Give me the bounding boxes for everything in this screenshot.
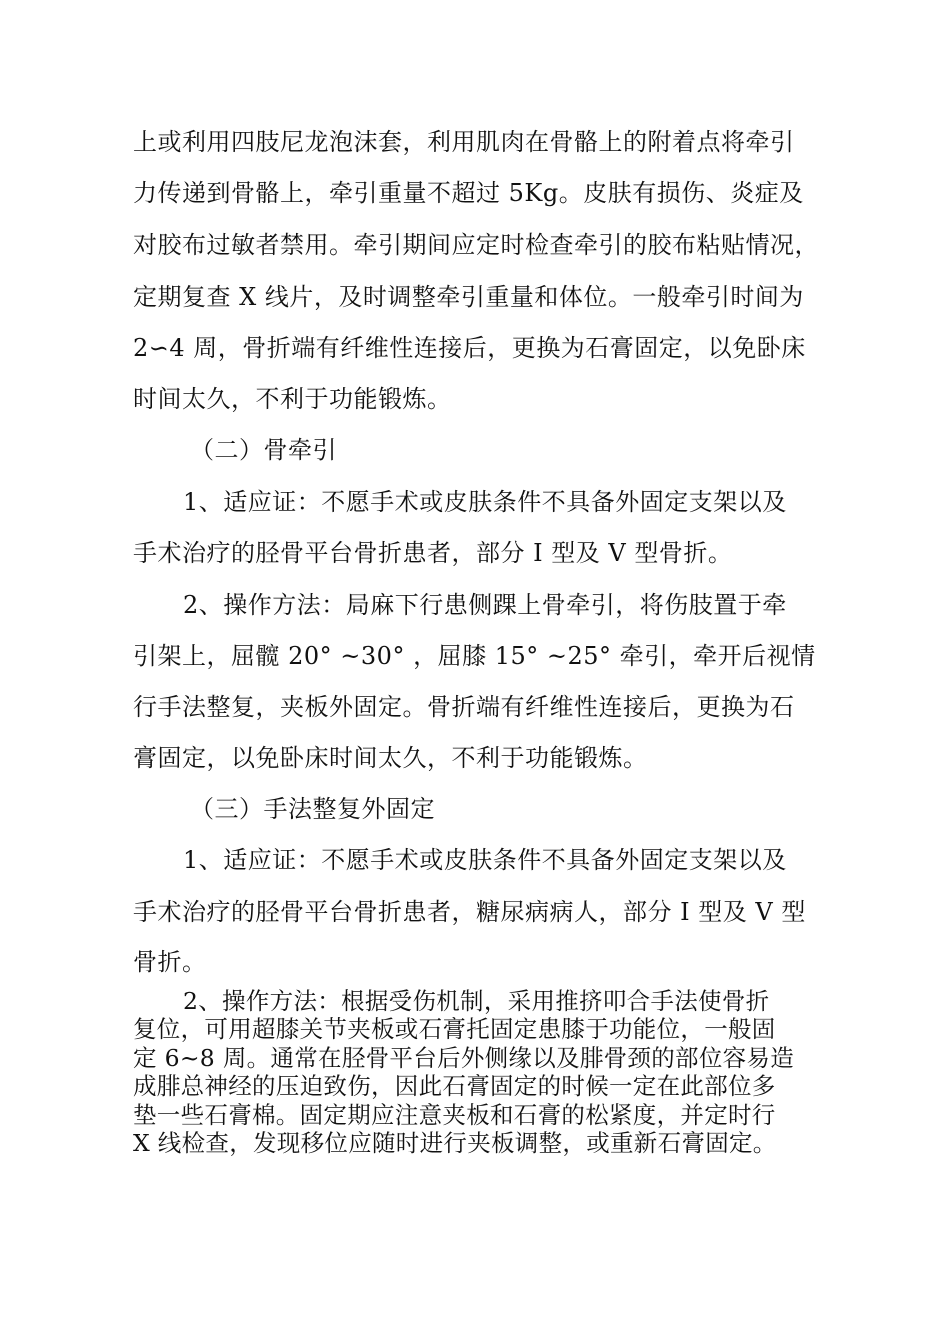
paragraph-line: 引架上，屈髋 20° ~30° ，屈膝 15° ~25° 牵引，牵开后视情	[133, 642, 816, 670]
paragraph-line: 2、操作方法：根据受伤机制，采用推挤叩合手法使骨折	[183, 987, 770, 1015]
paragraph-line: X 线检查，发现移位应随时进行夹板调整，或重新石膏固定。	[133, 1129, 777, 1157]
paragraph-line: 定期复查 X 线片，及时调整牵引重量和体位。一般牵引时间为	[133, 283, 804, 311]
paragraph-line: 骨折。	[133, 948, 207, 976]
paragraph-line: 行手法整复，夹板外固定。骨折端有纤维性连接后，更换为石	[133, 693, 795, 721]
section-heading-bone-traction: （二）骨牵引	[190, 436, 337, 464]
paragraph-line: 力传递到骨骼上，牵引重量不超过 5Kg。皮肤有损伤、炎症及	[133, 179, 804, 207]
paragraph-line: 成腓总神经的压迫致伤，因此石膏固定的时候一定在此部位多	[133, 1072, 776, 1100]
section-heading-manual-reduction: （三）手法整复外固定	[190, 795, 435, 823]
paragraph-line: 复位，可用超膝关节夹板或石膏托固定患膝于功能位，一般固	[133, 1015, 776, 1043]
paragraph-line: 定 6~8 周。通常在胫骨平台后外侧缘以及腓骨颈的部位容易造	[133, 1044, 795, 1072]
paragraph-line: 上或利用四肢尼龙泡沫套，利用肌肉在骨骼上的附着点将牵引	[133, 128, 795, 156]
paragraph-line: 手术治疗的胫骨平台骨折患者，部分 I 型及 V 型骨折。	[133, 539, 733, 567]
paragraph-line: 手术治疗的胫骨平台骨折患者，糖尿病病人，部分 I 型及 V 型	[133, 898, 806, 926]
paragraph-line: 时间太久，不利于功能锻炼。	[133, 385, 452, 413]
paragraph-line: 1、适应证：不愿手术或皮肤条件不具备外固定支架以及	[183, 846, 787, 874]
paragraph-line: 2∽4 周，骨折端有纤维性连接后，更换为石膏固定，以免卧床	[133, 334, 806, 362]
paragraph-line: 对胶布过敏者禁用。牵引期间应定时检查牵引的胶布粘贴情况，	[133, 231, 819, 259]
paragraph-line: 1、适应证：不愿手术或皮肤条件不具备外固定支架以及	[183, 488, 787, 516]
paragraph-line: 膏固定，以免卧床时间太久，不利于功能锻炼。	[133, 744, 648, 772]
paragraph-line: 2、操作方法：局麻下行患侧踝上骨牵引，将伤肢置于牵	[183, 591, 787, 619]
paragraph-line: 垫一些石膏棉。固定期应注意夹板和石膏的松紧度，并定时行	[133, 1101, 776, 1129]
